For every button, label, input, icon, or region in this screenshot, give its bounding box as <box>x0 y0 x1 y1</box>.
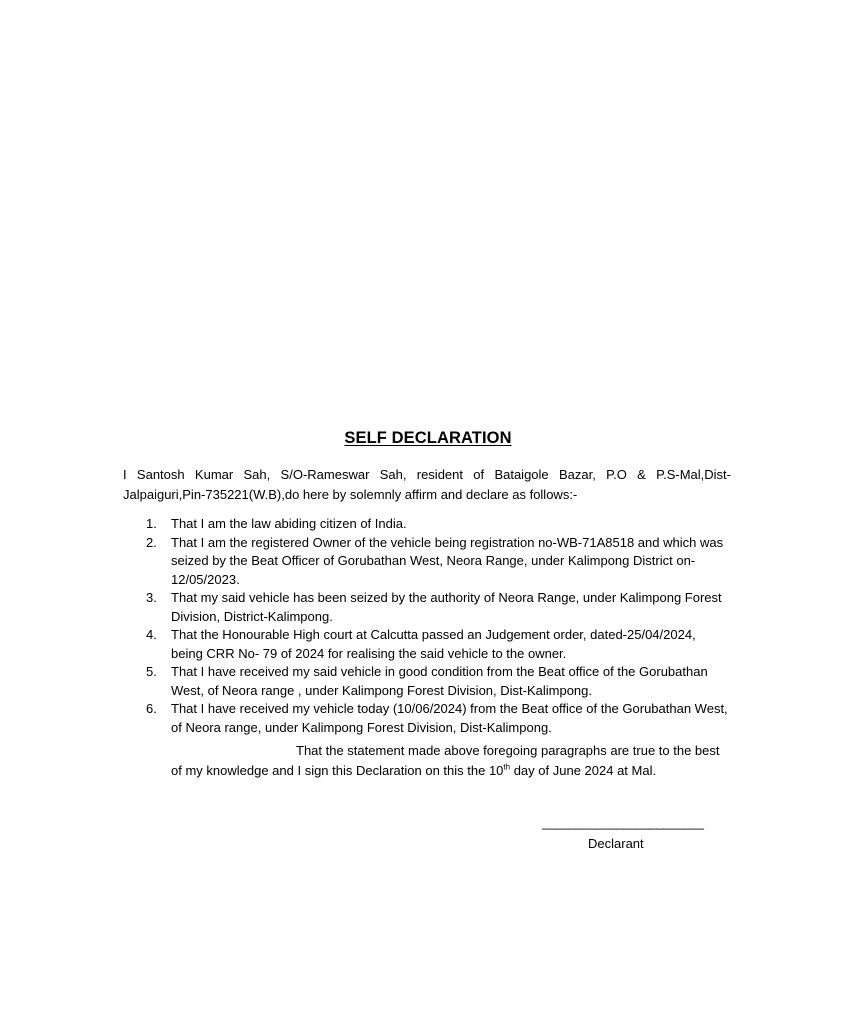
list-item-number: 6. <box>146 701 157 716</box>
closing-text-after: day of June 2024 at Mal. <box>510 762 657 778</box>
document-title: SELF DECLARATION <box>344 429 512 447</box>
closing-paragraph <box>171 741 731 780</box>
list-item <box>123 534 728 590</box>
list-item <box>123 700 728 737</box>
list-item <box>123 663 728 700</box>
list-item-text: That I am the registered Owner of the vehicle being registration no-WB-71A8518 and which was seized by the Beat Officer of Gorubathan West, Neora Range, under Kalimpong District on-12/05/2023. <box>171 534 724 587</box>
list-item-number: 3. <box>146 590 157 605</box>
list-item-text: That my said vehicle has been seized by the authority of Neora Range, under Kalimpong Forest Division, District-Kalimpong. <box>171 590 722 624</box>
list-item-text: That I am the law abiding citizen of India. <box>171 516 407 531</box>
intro-paragraph: I Santosh Kumar Sah, S/O-Rameswar Sah, resident of Bataigole Bazar, P.O & P.S-Mal,Dist-Jalpaiguri,Pin-735221(W.B),do here by solemnly affirm and declare as follows:- <box>123 467 731 502</box>
ordinal-suffix: th <box>503 762 511 772</box>
list-item <box>123 589 728 626</box>
list-item-text: That I have received my said vehicle in good condition from the Beat office of the Gorubathan West, of Neora range , under Kalimpong Forest Division, Dist-Kalimpong. <box>171 664 708 698</box>
list-item <box>123 515 728 534</box>
signature-label: Declarant <box>588 836 644 851</box>
list-item-number: 2. <box>146 534 157 550</box>
closing-text-before: That the statement made above foregoing paragraphs are true to the best of my knowledge and I sign this Declaration on this the 10 <box>171 743 720 778</box>
list-item-text: That I have received my vehicle today (10/06/2024) from the Beat office of the Gorubathan West, of Neora range, under Kalimpong Forest Division, Dist-Kalimpong. <box>171 701 728 735</box>
signature-line: ________________________ <box>542 815 704 830</box>
list-item-number: 1. <box>146 516 157 531</box>
list-item <box>123 626 728 663</box>
declaration-list <box>123 515 728 737</box>
list-item-number: 4. <box>146 627 157 642</box>
list-item-number: 5. <box>146 664 157 679</box>
list-item-text: That the Honourable High court at Calcutta passed an Judgement order, dated-25/04/2024, being CRR No- 79 of 2024 for realising the said vehicle to the owner. <box>171 627 696 661</box>
